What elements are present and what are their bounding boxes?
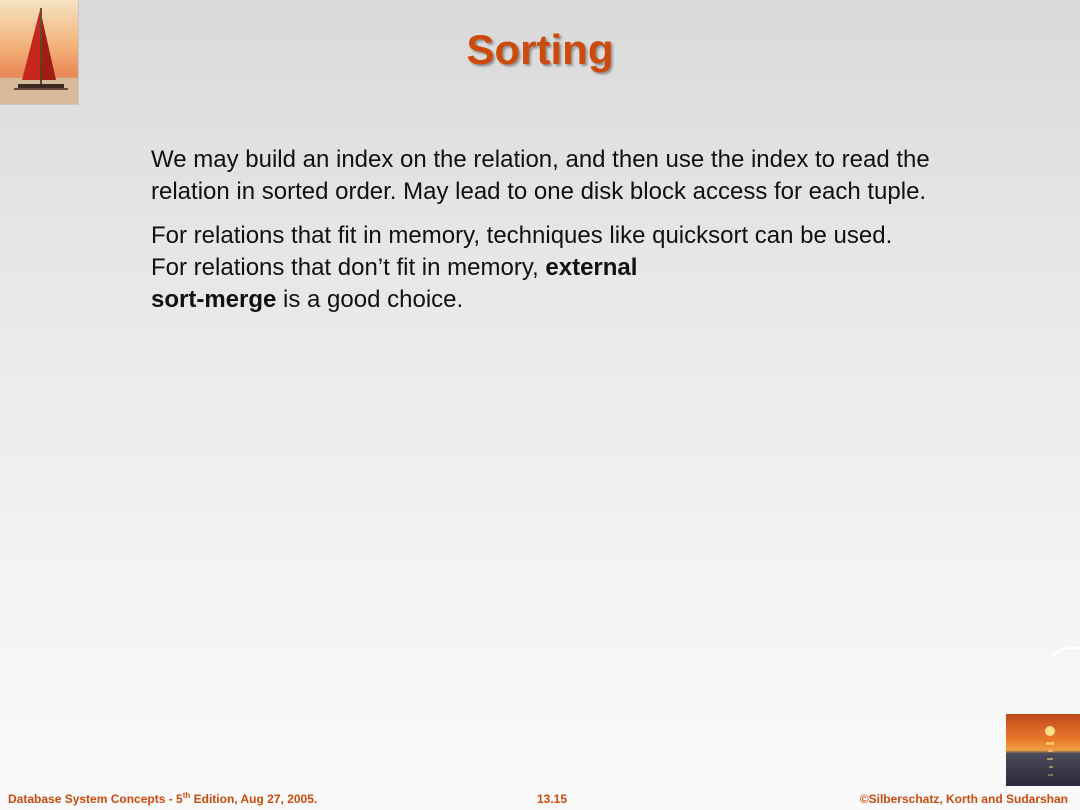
- paragraph-line-quicksort: For relations that fit in memory, techniques like quicksort can be used.: [151, 222, 893, 249]
- footer-course-text: Database System Concepts - 5: [8, 792, 183, 806]
- sunset-image: [1006, 714, 1080, 786]
- paragraph-memory-sort: [151, 220, 1011, 316]
- slide-title: Sorting: [466, 26, 614, 73]
- footer-course-sup: th: [182, 791, 191, 800]
- decorative-curve-icon: [1050, 640, 1080, 670]
- bold-term-sort-merge: sort-merge: [151, 286, 277, 313]
- paragraph-line-external: For relations that don’t fit in memory,: [151, 254, 539, 281]
- footer-copyright: ©Silberschatz, Korth and Sudarshan: [859, 792, 1068, 806]
- sunset-logo-icon: [1006, 714, 1080, 786]
- footer-page-number: 13.15: [537, 792, 568, 806]
- slide-body: [151, 144, 1011, 328]
- footer-course-title: [8, 792, 317, 806]
- bold-term-external: external: [545, 254, 638, 281]
- paragraph-index-sort: We may build an index on the relation, and then use the index to read the relation in sorted order. May lead to one disk block access for each tuple.: [151, 146, 930, 205]
- footer-course-date: Edition, Aug 27, 2005.: [190, 792, 318, 806]
- paragraph-line-choice: is a good choice.: [276, 286, 464, 313]
